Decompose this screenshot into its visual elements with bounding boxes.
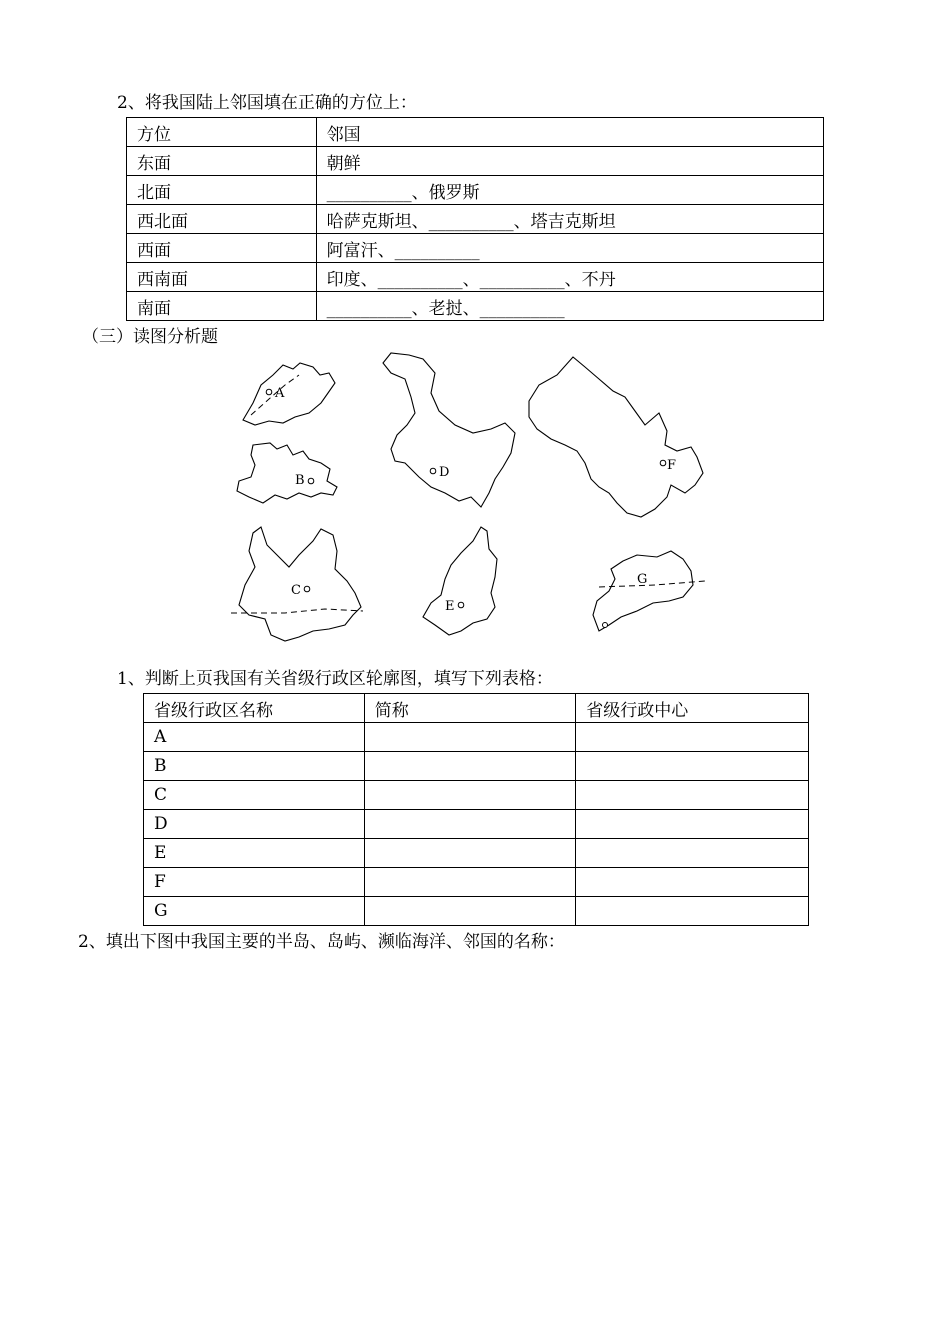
capital-answer-cell[interactable] xyxy=(576,839,809,868)
capital-answer-cell[interactable] xyxy=(576,810,809,839)
neighbors-cell[interactable]: 哈萨克斯坦、__________、塔吉克斯坦 xyxy=(316,205,823,234)
table-row xyxy=(127,147,824,176)
neighbors-cell[interactable]: 朝鲜 xyxy=(316,147,823,176)
neighbors-cell[interactable]: 阿富汗、__________ xyxy=(316,234,823,263)
province-letter-cell: C xyxy=(144,781,365,810)
table-row xyxy=(144,723,809,752)
map-label-f: F xyxy=(667,458,677,473)
province-outline-maps xyxy=(225,345,735,650)
direction-cell: 西南面 xyxy=(127,263,317,292)
neighbors-cell[interactable]: __________、老挝、__________ xyxy=(316,292,823,321)
province-map-g xyxy=(593,551,705,631)
section2-title: 2、将我国陆上邻国填在正确的方位上： xyxy=(117,93,417,113)
province-letter-cell: G xyxy=(144,897,365,926)
province-letter-cell: F xyxy=(144,868,365,897)
neighbors-cell[interactable]: 印度、__________、__________、不丹 xyxy=(316,263,823,292)
province-letter-cell: D xyxy=(144,810,365,839)
header-neighbors: 邻国 xyxy=(316,118,823,147)
map-label-a: A xyxy=(275,386,285,401)
capital-answer-cell[interactable] xyxy=(576,752,809,781)
abbreviation-answer-cell[interactable] xyxy=(364,868,576,897)
question2-title: 2、填出下图中我国主要的半岛、岛屿、濒临海洋、邻国的名称： xyxy=(78,932,565,952)
province-map-e xyxy=(423,527,497,635)
table-row xyxy=(127,205,824,234)
table-row xyxy=(144,781,809,810)
header-direction: 方位 xyxy=(127,118,317,147)
capital-answer-cell[interactable] xyxy=(576,723,809,752)
capital-answer-cell[interactable] xyxy=(576,868,809,897)
map-label-g: G xyxy=(637,572,648,587)
province-map-b xyxy=(237,443,337,503)
table-row xyxy=(144,810,809,839)
table-row xyxy=(127,234,824,263)
table-row xyxy=(144,868,809,897)
table-row xyxy=(144,752,809,781)
table-row xyxy=(144,897,809,926)
table-row xyxy=(127,292,824,321)
header-abbreviation: 简称 xyxy=(364,694,576,723)
neighbors-table xyxy=(126,117,824,321)
abbreviation-answer-cell[interactable] xyxy=(364,752,576,781)
province-table xyxy=(143,693,809,926)
table-row xyxy=(144,839,809,868)
abbreviation-answer-cell[interactable] xyxy=(364,810,576,839)
map-label-d: D xyxy=(439,465,450,480)
header-province-name: 省级行政区名称 xyxy=(144,694,365,723)
direction-cell: 西面 xyxy=(127,234,317,263)
table-header-row xyxy=(144,694,809,723)
table-row xyxy=(127,263,824,292)
map-label-b: B xyxy=(295,473,305,488)
province-map-a xyxy=(243,363,335,425)
part3-title: （三）读图分析题 xyxy=(82,327,218,347)
province-letter-cell: A xyxy=(144,723,365,752)
direction-cell: 南面 xyxy=(127,292,317,321)
province-map-d xyxy=(383,353,515,507)
neighbors-cell[interactable]: __________、俄罗斯 xyxy=(316,176,823,205)
map-label-c: C xyxy=(291,583,301,598)
table-row xyxy=(127,176,824,205)
capital-answer-cell[interactable] xyxy=(576,781,809,810)
direction-cell: 东面 xyxy=(127,147,317,176)
direction-cell: 西北面 xyxy=(127,205,317,234)
province-map-c xyxy=(231,527,363,641)
table-header-row xyxy=(127,118,824,147)
header-capital: 省级行政中心 xyxy=(576,694,809,723)
province-letter-cell: B xyxy=(144,752,365,781)
direction-cell: 北面 xyxy=(127,176,317,205)
abbreviation-answer-cell[interactable] xyxy=(364,839,576,868)
map-label-e: E xyxy=(445,599,455,614)
question1-title: 1、判断上页我国有关省级行政区轮廓图，填写下列表格： xyxy=(117,669,553,689)
abbreviation-answer-cell[interactable] xyxy=(364,897,576,926)
province-map-f xyxy=(529,357,703,517)
abbreviation-answer-cell[interactable] xyxy=(364,723,576,752)
abbreviation-answer-cell[interactable] xyxy=(364,781,576,810)
province-letter-cell: E xyxy=(144,839,365,868)
capital-answer-cell[interactable] xyxy=(576,897,809,926)
